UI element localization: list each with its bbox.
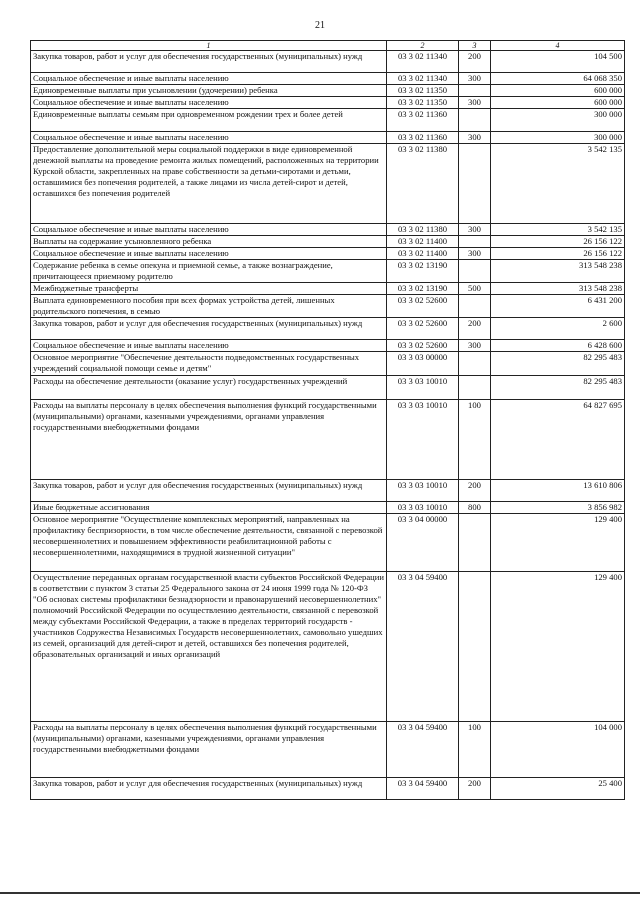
row-expense-type: 200: [459, 480, 491, 502]
row-name: Иные бюджетные ассигнования: [31, 502, 387, 514]
row-expense-type: [459, 572, 491, 722]
row-name: Основное мероприятие "Обеспечение деятельности подведомственных государственных учреждений социальной помощи семье и детям": [31, 352, 387, 376]
row-amount: 64 827 695: [491, 400, 625, 480]
row-name: Осуществление переданных органам государственной власти субъектов Российской Федерации в соответствии с пунктом 3 статьи 25 Федерального закона от 24 июня 1999 года № 120-ФЗ "Об основах системы профилактики безнадзорности и правонарушений несовершеннолетних" полномочий Российской Федерации по осуществлению деятельности, связанной с перевозкой между субъектами Российской Федерации, а также в пределах территорий государств - участников Содружества Независимых Государств несовершеннолетних, самовольно ушедших из семей, организаций для детей-сирот и детей, оставшихся без попечения родителей, образовательных организаций и иных организаций: [31, 572, 387, 722]
row-name: Закупка товаров, работ и услуг для обеспечения государственных (муниципальных) нужд: [31, 480, 387, 502]
row-expense-type: 300: [459, 132, 491, 144]
table-row: [31, 340, 625, 352]
row-name: Социальное обеспечение и иные выплаты населению: [31, 224, 387, 236]
budget-table: [30, 40, 625, 800]
table-row: [31, 144, 625, 224]
row-code: 03 3 02 11360: [387, 132, 459, 144]
row-code: 03 3 03 10010: [387, 400, 459, 480]
row-expense-type: 300: [459, 248, 491, 260]
row-code: 03 3 02 11400: [387, 236, 459, 248]
row-amount: 3 542 135: [491, 144, 625, 224]
row-amount: 6 428 600: [491, 340, 625, 352]
row-expense-type: 200: [459, 318, 491, 340]
table-row: [31, 502, 625, 514]
table-row: [31, 352, 625, 376]
row-amount: 6 431 200: [491, 295, 625, 318]
table-row: [31, 376, 625, 400]
row-amount: 600 000: [491, 97, 625, 109]
header-row: [31, 41, 625, 51]
table-row: [31, 572, 625, 722]
row-code: 03 3 04 59400: [387, 572, 459, 722]
row-expense-type: [459, 352, 491, 376]
row-code: 03 3 03 10010: [387, 376, 459, 400]
row-amount: 26 156 122: [491, 248, 625, 260]
row-name: Единовременные выплаты семьям при одновременном рождении трех и более детей: [31, 109, 387, 132]
row-expense-type: 200: [459, 778, 491, 800]
row-code: 03 3 02 11360: [387, 109, 459, 132]
row-amount: 104 500: [491, 51, 625, 73]
row-code: 03 3 02 13190: [387, 283, 459, 295]
table-row: [31, 295, 625, 318]
row-code: 03 3 02 11400: [387, 248, 459, 260]
row-expense-type: [459, 85, 491, 97]
page-number: 21: [315, 20, 325, 31]
row-amount: 313 548 238: [491, 260, 625, 283]
row-name: Межбюджетные трансферты: [31, 283, 387, 295]
row-amount: 3 542 135: [491, 224, 625, 236]
table-row: [31, 236, 625, 248]
row-code: 03 3 02 52600: [387, 318, 459, 340]
row-code: 03 3 04 59400: [387, 778, 459, 800]
table-row: [31, 480, 625, 502]
row-expense-type: [459, 260, 491, 283]
row-amount: 25 400: [491, 778, 625, 800]
row-expense-type: 300: [459, 97, 491, 109]
row-expense-type: [459, 236, 491, 248]
row-expense-type: 300: [459, 73, 491, 85]
table-row: [31, 109, 625, 132]
table-row: [31, 73, 625, 85]
table-row: [31, 722, 625, 778]
row-amount: 26 156 122: [491, 236, 625, 248]
row-amount: 104 000: [491, 722, 625, 778]
row-expense-type: [459, 514, 491, 572]
table-row: [31, 400, 625, 480]
row-name: Социальное обеспечение и иные выплаты населению: [31, 73, 387, 85]
row-expense-type: [459, 109, 491, 132]
row-code: 03 3 03 10010: [387, 502, 459, 514]
row-amount: 600 000: [491, 85, 625, 97]
table-row: [31, 51, 625, 73]
row-amount: 300 000: [491, 109, 625, 132]
row-code: 03 3 02 52600: [387, 340, 459, 352]
row-name: Расходы на обеспечение деятельности (оказание услуг) государственных учреждений: [31, 376, 387, 400]
row-code: 03 3 03 10010: [387, 480, 459, 502]
row-amount: 2 600: [491, 318, 625, 340]
row-amount: 64 068 350: [491, 73, 625, 85]
row-code: 03 3 04 59400: [387, 722, 459, 778]
row-name: Социальное обеспечение и иные выплаты населению: [31, 97, 387, 109]
bottom-rule: [0, 892, 640, 894]
row-name: Социальное обеспечение и иные выплаты населению: [31, 248, 387, 260]
row-expense-type: 800: [459, 502, 491, 514]
row-amount: 13 610 806: [491, 480, 625, 502]
table-row: [31, 283, 625, 295]
row-name: Закупка товаров, работ и услуг для обеспечения государственных (муниципальных) нужд: [31, 51, 387, 73]
row-name: Основное мероприятие "Осуществление комплексных мероприятий, направленных на профилактику беспризорности, в том числе обеспечение деятельности, связанной с перевозкой несовершеннолетних и повышением эффективности реабилитационной работы с несовершеннолетними, находящимися в трудной жизненной ситуации": [31, 514, 387, 572]
table-row: [31, 132, 625, 144]
row-amount: 129 400: [491, 572, 625, 722]
row-code: 03 3 02 11380: [387, 144, 459, 224]
row-amount: 82 295 483: [491, 352, 625, 376]
row-amount: 129 400: [491, 514, 625, 572]
row-code: 03 3 02 11380: [387, 224, 459, 236]
table-row: [31, 85, 625, 97]
row-expense-type: 100: [459, 400, 491, 480]
row-code: 03 3 02 11350: [387, 85, 459, 97]
column-header-2: 2: [387, 41, 459, 51]
table-row: [31, 514, 625, 572]
column-header-4: 4: [491, 41, 625, 51]
row-name: Расходы на выплаты персоналу в целях обеспечения выполнения функций государственными (муниципальными) органами, казенными учреждениями, органами управления государственными внебюджетными фондами: [31, 722, 387, 778]
column-header-1: 1: [31, 41, 387, 51]
row-expense-type: 100: [459, 722, 491, 778]
row-expense-type: 300: [459, 340, 491, 352]
table-row: [31, 318, 625, 340]
row-amount: 82 295 483: [491, 376, 625, 400]
row-code: 03 3 04 00000: [387, 514, 459, 572]
row-name: Содержание ребенка в семье опекуна и приемной семье, а также вознаграждение, причитающееся приемному родителю: [31, 260, 387, 283]
row-expense-type: 300: [459, 224, 491, 236]
row-code: 03 3 02 11340: [387, 73, 459, 85]
column-header-3: 3: [459, 41, 491, 51]
row-code: 03 3 02 13190: [387, 260, 459, 283]
table-row: [31, 97, 625, 109]
row-amount: 300 000: [491, 132, 625, 144]
row-name: Расходы на выплаты персоналу в целях обеспечения выполнения функций государственными (муниципальными) органами, казенными учреждениями, органами управления государственными внебюджетными фондами: [31, 400, 387, 480]
table-row: [31, 778, 625, 800]
row-name: Социальное обеспечение и иные выплаты населению: [31, 132, 387, 144]
table-row: [31, 248, 625, 260]
row-code: 03 3 02 52600: [387, 295, 459, 318]
row-amount: 313 548 238: [491, 283, 625, 295]
row-name: Закупка товаров, работ и услуг для обеспечения государственных (муниципальных) нужд: [31, 778, 387, 800]
row-expense-type: 500: [459, 283, 491, 295]
row-name: Выплаты на содержание усыновленного ребенка: [31, 236, 387, 248]
row-name: Выплата единовременного пособия при всех формах устройства детей, лишенных родительского попечения, в семью: [31, 295, 387, 318]
row-code: 03 3 02 11340: [387, 51, 459, 73]
row-expense-type: [459, 144, 491, 224]
row-name: Единовременные выплаты при усыновлении (удочерении) ребенка: [31, 85, 387, 97]
row-name: Социальное обеспечение и иные выплаты населению: [31, 340, 387, 352]
row-code: 03 3 02 11350: [387, 97, 459, 109]
row-name: Предоставление дополнительной меры социальной поддержки в виде единовременной денежной выплаты на проведение ремонта жилых помещений, расположенных на территории Курской области, закрепленных на праве собственности за детьми-сиротами и детьми, оставшимися без попечения родителей, а также лицами из числа детей-сирот и детей, оставшихся без попечения родителей: [31, 144, 387, 224]
row-expense-type: 200: [459, 51, 491, 73]
row-amount: 3 856 982: [491, 502, 625, 514]
row-code: 03 3 03 00000: [387, 352, 459, 376]
row-name: Закупка товаров, работ и услуг для обеспечения государственных (муниципальных) нужд: [31, 318, 387, 340]
table-row: [31, 260, 625, 283]
table-row: [31, 224, 625, 236]
row-expense-type: [459, 376, 491, 400]
row-expense-type: [459, 295, 491, 318]
